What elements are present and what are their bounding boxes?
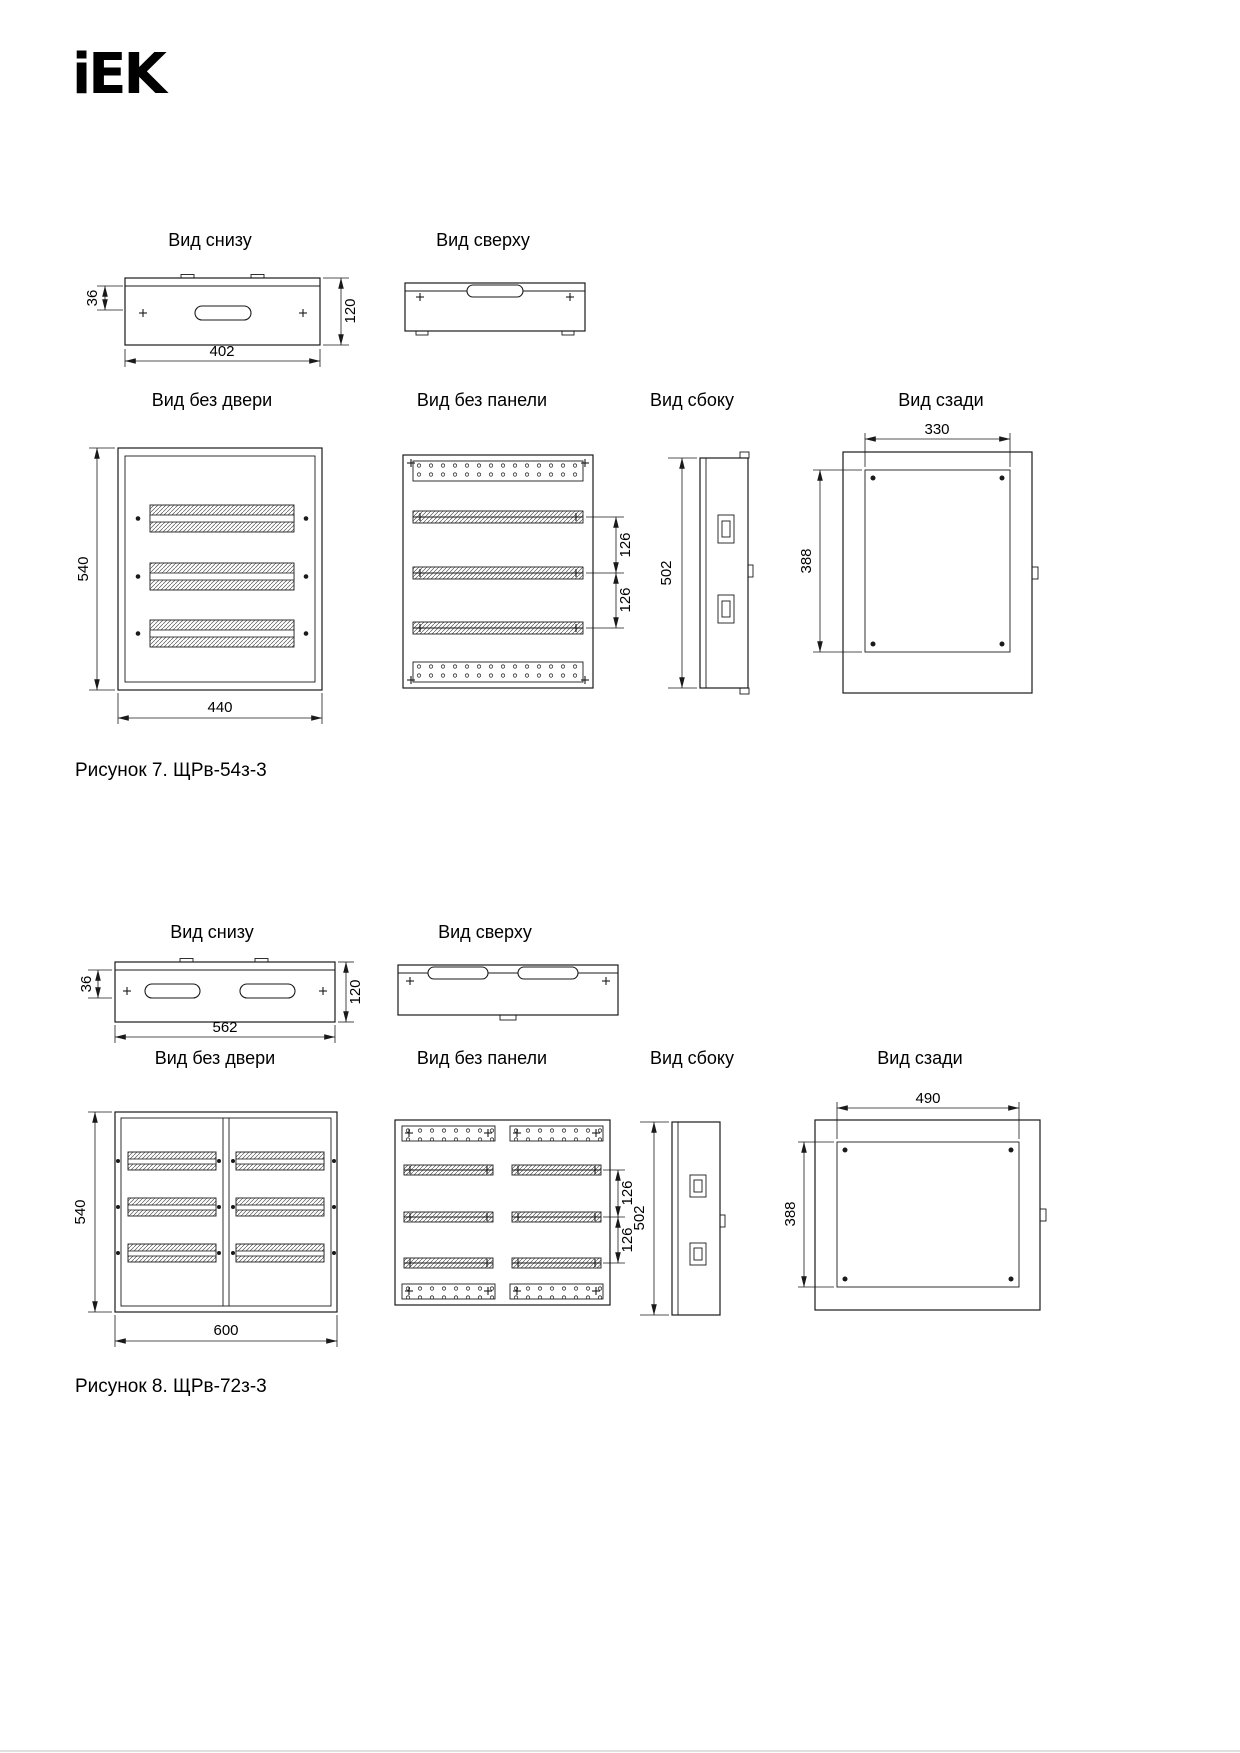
- f8-panel-view-drawing: [385, 1100, 650, 1360]
- f8-label-panel-view: Вид без панели: [416, 1048, 548, 1068]
- f7-label-front-view: Вид без двери: [151, 390, 273, 410]
- enclosure-rear-outline: [843, 452, 1038, 693]
- cable-entry-slot: [145, 984, 200, 998]
- perforated-strip: [413, 461, 583, 481]
- f8-label-front-view: Вид без двери: [154, 1048, 276, 1068]
- f7-label-panel-view: Вид без панели: [416, 390, 548, 410]
- dim-text: 440: [207, 699, 233, 716]
- dim-depth: [323, 278, 359, 345]
- cable-entry-slot: [467, 285, 523, 297]
- dim-text: 388: [798, 548, 815, 574]
- f7-front-view-drawing: [75, 440, 345, 740]
- dim-side-height: [631, 1122, 669, 1315]
- page-bottom-edge: [0, 1750, 1240, 1752]
- hinge-clip: [690, 1243, 706, 1265]
- din-rail-row: [128, 1198, 216, 1216]
- dim-text: 562: [212, 1019, 238, 1036]
- perforated-strip: [413, 662, 583, 682]
- f8-side-view-drawing: [632, 1095, 750, 1395]
- din-rail-row: [150, 505, 294, 532]
- dim-rear-width: [865, 421, 1010, 467]
- perforated-strip: [510, 1126, 603, 1141]
- hinge-clip: [718, 595, 734, 623]
- screw-icon: [319, 987, 327, 995]
- enclosure-side-outline: [700, 452, 753, 694]
- dim-text: 126: [617, 532, 634, 558]
- iek-logo: iEK: [72, 42, 164, 107]
- dim-text: 540: [72, 1199, 89, 1225]
- dim-text: 402: [209, 343, 235, 360]
- screw-icon: [566, 293, 574, 301]
- dim-width: [118, 693, 322, 724]
- din-rail-row: [128, 1244, 216, 1262]
- din-rail-row: [150, 620, 294, 647]
- enclosure-bottom-outline: [115, 959, 335, 1023]
- din-rail: [413, 567, 583, 579]
- f8-label-side-view: Вид сбоку: [650, 1048, 734, 1068]
- hinge-clip: [690, 1175, 706, 1197]
- dim-text: 388: [782, 1201, 799, 1227]
- din-rail-row: [150, 563, 294, 590]
- din-rail: [413, 622, 583, 634]
- dim-text: 36: [78, 975, 95, 993]
- f7-label-top-view: Вид сверху: [436, 230, 530, 250]
- din-rail-row: [236, 1244, 324, 1262]
- dim-text: 126: [619, 1180, 636, 1206]
- latch: [748, 565, 753, 577]
- enclosure-top-outline: [398, 965, 618, 1020]
- f7-top-view-drawing: [390, 253, 600, 338]
- f7-side-view-drawing: [660, 440, 770, 740]
- din-rail: [512, 1165, 601, 1175]
- screw-icon: [299, 309, 307, 317]
- din-rail: [404, 1212, 493, 1222]
- f7-rear-view-drawing: [800, 420, 1065, 720]
- din-rail-row: [236, 1198, 324, 1216]
- din-rail: [404, 1165, 493, 1175]
- f7-panel-view-drawing: [390, 440, 645, 740]
- f8-front-view-drawing: [70, 1095, 380, 1360]
- dim-text: 490: [915, 1090, 941, 1107]
- din-rail-row: [128, 1152, 216, 1170]
- f8-top-view-drawing: [383, 950, 633, 1030]
- dim-text: 600: [213, 1322, 239, 1339]
- latch: [1040, 1209, 1046, 1221]
- f7-label-rear-view: Вид сзади: [898, 390, 984, 410]
- dim-text: 126: [617, 587, 634, 613]
- din-rail: [413, 511, 583, 523]
- perforated-strip: [510, 1284, 603, 1299]
- dim-bottom-width: [125, 343, 320, 367]
- screw-icon: [602, 977, 610, 985]
- dim-rear-height: [798, 470, 862, 652]
- f7-bottom-view-drawing: [85, 253, 365, 378]
- dim-height: [75, 448, 115, 690]
- dim-text: 502: [631, 1205, 648, 1231]
- dim-rear-width: [837, 1090, 1019, 1139]
- f7-label-bottom-view: Вид снизу: [168, 230, 252, 250]
- enclosure-bottom-outline: [125, 275, 320, 346]
- f8-bottom-view-drawing: [80, 948, 380, 1078]
- dim-side-height: [658, 458, 697, 688]
- screw-icon: [123, 987, 131, 995]
- f7-caption: Рисунок 7. ЩРв-54з-3: [75, 760, 267, 781]
- dim-text: 126: [619, 1227, 636, 1253]
- din-rail: [512, 1212, 601, 1222]
- dim-slot-offset: [84, 286, 123, 310]
- din-rail: [512, 1258, 601, 1268]
- enclosure-top-outline: [405, 283, 585, 335]
- dim-depth: [338, 962, 364, 1022]
- dim-text: 36: [84, 289, 101, 307]
- perforated-strip: [402, 1284, 495, 1299]
- dim-text: 330: [924, 421, 950, 438]
- screw-icon: [406, 977, 414, 985]
- dim-height: [72, 1112, 112, 1312]
- din-rail: [404, 1258, 493, 1268]
- enclosure-rear-outline: [815, 1120, 1046, 1310]
- dim-rail-pitch-bottom: [616, 573, 634, 628]
- f8-label-bottom-view: Вид снизу: [170, 922, 254, 942]
- enclosure-side-outline: [672, 1122, 725, 1315]
- latch: [720, 1215, 725, 1227]
- dim-text: 120: [347, 979, 364, 1005]
- f8-caption: Рисунок 8. ЩРв-72з-3: [75, 1376, 267, 1397]
- cable-entry-slot: [195, 306, 251, 320]
- hinge-clip: [718, 515, 734, 543]
- perforated-strip: [402, 1126, 495, 1141]
- screw-icon: [139, 309, 147, 317]
- cable-entry-slot: [428, 967, 488, 979]
- dim-rear-height: [782, 1142, 834, 1287]
- f8-rear-view-drawing: [784, 1090, 1075, 1340]
- din-rail-row: [236, 1152, 324, 1170]
- f8-label-top-view: Вид сверху: [438, 922, 532, 942]
- dim-slot-offset: [78, 970, 112, 998]
- latch: [1032, 567, 1038, 579]
- f7-label-side-view: Вид сбоку: [650, 390, 734, 410]
- dim-width: [115, 1315, 337, 1347]
- dim-text: 120: [342, 298, 359, 324]
- dim-text: 502: [658, 560, 675, 586]
- dim-text: 540: [75, 556, 92, 582]
- screw-icon: [416, 293, 424, 301]
- f8-label-rear-view: Вид сзади: [877, 1048, 963, 1068]
- cable-entry-slot: [240, 984, 295, 998]
- cable-entry-slot: [518, 967, 578, 979]
